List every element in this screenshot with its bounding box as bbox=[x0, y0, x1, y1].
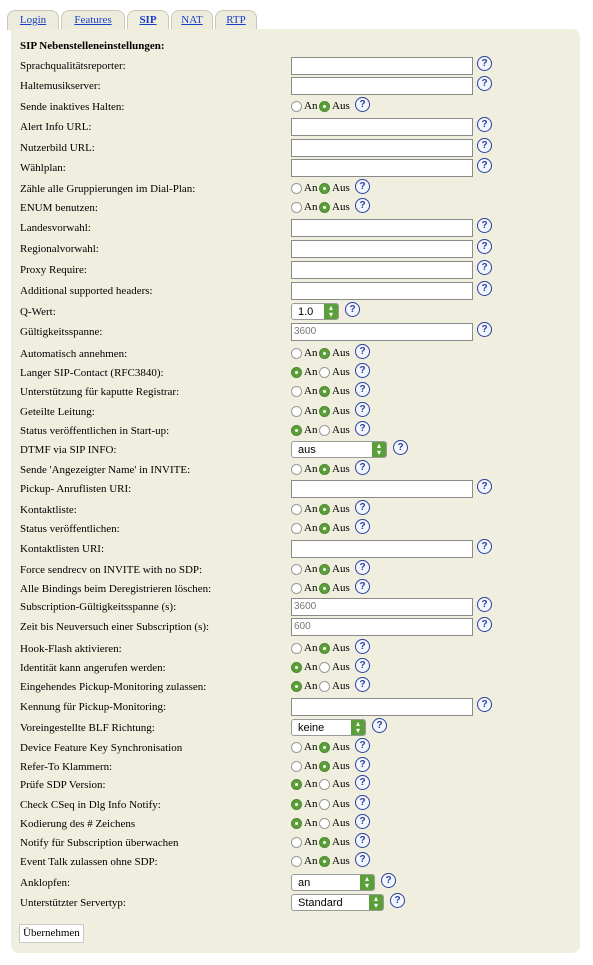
setting-row bbox=[20, 345, 580, 365]
setting-select[interactable] bbox=[291, 441, 387, 458]
setting-row bbox=[20, 659, 580, 679]
select-value: 1.0 bbox=[298, 306, 314, 318]
radio-off[interactable] bbox=[319, 662, 330, 673]
setting-label: Device Feature Key Synchronisation bbox=[20, 742, 183, 754]
setting-label: Automatisch annehmen: bbox=[20, 348, 128, 360]
setting-label: Notify für Subscription überwachen bbox=[20, 837, 179, 849]
radio-off-label: Aus bbox=[332, 836, 350, 848]
radio-on-label: An bbox=[304, 366, 318, 378]
setting-row bbox=[20, 383, 580, 403]
setting-row bbox=[20, 678, 580, 698]
setting-label: Subscription-Gültigkeitsspanne (s): bbox=[20, 601, 177, 613]
radio-on[interactable] bbox=[291, 183, 302, 194]
setting-label: Sprachqualitätsreporter: bbox=[20, 60, 126, 72]
setting-label: Unterstützter Servertyp: bbox=[20, 897, 126, 909]
radio-on-label: An bbox=[304, 563, 318, 575]
radio-on-label: An bbox=[304, 680, 318, 692]
help-icon[interactable]: ? bbox=[355, 639, 370, 654]
setting-text-input[interactable] bbox=[291, 139, 473, 157]
setting-label: Refer-To Klammern: bbox=[20, 761, 113, 773]
updown-arrow-icon: ▴ ▾ bbox=[324, 304, 338, 319]
updown-arrow-icon: ▴ ▾ bbox=[372, 442, 386, 457]
setting-select[interactable] bbox=[291, 303, 339, 320]
setting-text-input[interactable] bbox=[291, 698, 473, 716]
help-icon[interactable]: ? bbox=[355, 460, 370, 475]
radio-off-label: Aus bbox=[332, 347, 350, 359]
setting-row bbox=[20, 719, 580, 739]
radio-off-label: Aus bbox=[332, 201, 350, 213]
radio-off[interactable] bbox=[319, 681, 330, 692]
radio-off-label: Aus bbox=[332, 798, 350, 810]
setting-row bbox=[20, 796, 580, 816]
setting-label: Proxy Require: bbox=[20, 264, 87, 276]
help-icon[interactable]: ? bbox=[477, 158, 492, 173]
help-icon[interactable]: ? bbox=[355, 833, 370, 848]
radio-on[interactable] bbox=[291, 761, 302, 772]
setting-label: Q-Wert: bbox=[20, 306, 56, 318]
radio-off-label: Aus bbox=[332, 741, 350, 753]
setting-row bbox=[20, 180, 580, 200]
setting-label: Regionalvorwahl: bbox=[20, 243, 99, 255]
setting-label: Pickup- Anruflisten URI: bbox=[20, 483, 132, 495]
radio-off-label: Aus bbox=[332, 522, 350, 534]
radio-on[interactable] bbox=[291, 386, 302, 397]
help-icon[interactable]: ? bbox=[355, 814, 370, 829]
radio-off-label: Aus bbox=[332, 182, 350, 194]
setting-text-input[interactable] bbox=[291, 159, 473, 177]
setting-text-input[interactable]: 3600 bbox=[291, 323, 473, 341]
radio-on[interactable] bbox=[291, 799, 302, 810]
setting-row bbox=[20, 282, 580, 302]
radio-on[interactable] bbox=[291, 523, 302, 534]
setting-row bbox=[20, 834, 580, 854]
radio-on-label: An bbox=[304, 405, 318, 417]
setting-row bbox=[20, 57, 580, 77]
radio-off[interactable] bbox=[319, 779, 330, 790]
radio-on-label: An bbox=[304, 798, 318, 810]
radio-on[interactable] bbox=[291, 742, 302, 753]
setting-label: Landesvorwahl: bbox=[20, 222, 91, 234]
radio-on[interactable] bbox=[291, 406, 302, 417]
tab-sip[interactable]: SIP bbox=[127, 10, 169, 30]
setting-row bbox=[20, 323, 580, 343]
setting-row bbox=[20, 894, 580, 914]
setting-label: Wählplan: bbox=[20, 162, 66, 174]
setting-label: Kodierung des # Zeichens bbox=[20, 818, 136, 830]
setting-label: Kontaktliste: bbox=[20, 504, 77, 516]
setting-row bbox=[20, 874, 580, 894]
help-icon[interactable]: ? bbox=[355, 775, 370, 790]
setting-label: Zeit bis Neuversuch einer Subscription (s): bbox=[20, 621, 210, 633]
radio-on[interactable] bbox=[291, 818, 302, 829]
radio-on[interactable] bbox=[291, 464, 302, 475]
help-icon[interactable]: ? bbox=[355, 658, 370, 673]
help-icon[interactable]: ? bbox=[355, 500, 370, 515]
setting-row bbox=[20, 139, 580, 159]
setting-text-input[interactable] bbox=[291, 540, 473, 558]
setting-text-input[interactable] bbox=[291, 219, 473, 237]
setting-text-input[interactable] bbox=[291, 240, 473, 258]
select-value: keine bbox=[298, 722, 325, 734]
radio-off[interactable] bbox=[319, 837, 330, 848]
radio-off[interactable] bbox=[319, 856, 330, 867]
radio-on-label: An bbox=[304, 836, 318, 848]
help-icon[interactable]: ? bbox=[355, 519, 370, 534]
setting-label: Alle Bindings beim Deregistrieren löschen: bbox=[20, 583, 212, 595]
setting-label: Geteilte Leitung: bbox=[20, 406, 95, 418]
radio-on[interactable] bbox=[291, 202, 302, 213]
setting-row bbox=[20, 240, 580, 260]
radio-off-label: Aus bbox=[332, 463, 350, 475]
radio-off[interactable] bbox=[319, 367, 330, 378]
radio-off-label: Aus bbox=[332, 817, 350, 829]
radio-off[interactable] bbox=[319, 799, 330, 810]
setting-row bbox=[20, 758, 580, 778]
help-icon[interactable]: ? bbox=[355, 344, 370, 359]
setting-select[interactable] bbox=[291, 894, 384, 911]
help-icon[interactable]: ? bbox=[477, 617, 492, 632]
help-icon[interactable]: ? bbox=[477, 539, 492, 554]
submit-button[interactable]: Übernehmen bbox=[19, 924, 84, 943]
tab-login[interactable]: Login bbox=[7, 10, 59, 30]
setting-label: Nutzerbild URL: bbox=[20, 142, 95, 154]
setting-row bbox=[20, 501, 580, 521]
help-icon[interactable]: ? bbox=[355, 677, 370, 692]
setting-label: Langer SIP-Contact (RFC3840): bbox=[20, 367, 164, 379]
help-icon[interactable]: ? bbox=[355, 852, 370, 867]
setting-label: Zähle alle Gruppierungen im Dial-Plan: bbox=[20, 183, 196, 195]
help-icon[interactable]: ? bbox=[355, 363, 370, 378]
radio-on-label: An bbox=[304, 503, 318, 515]
updown-arrow-icon: ▴ ▾ bbox=[351, 720, 365, 735]
help-icon[interactable]: ? bbox=[477, 239, 492, 254]
help-icon[interactable]: ? bbox=[355, 382, 370, 397]
radio-on-label: An bbox=[304, 463, 318, 475]
help-icon[interactable]: ? bbox=[393, 440, 408, 455]
setting-row bbox=[20, 441, 580, 461]
radio-on-label: An bbox=[304, 347, 318, 359]
radio-on[interactable] bbox=[291, 779, 302, 790]
radio-on-label: An bbox=[304, 522, 318, 534]
help-icon[interactable]: ? bbox=[381, 873, 396, 888]
setting-label: Kennung für Pickup-Monitoring: bbox=[20, 701, 167, 713]
setting-row bbox=[20, 219, 580, 239]
setting-label: Event Talk zulassen ohne SDP: bbox=[20, 856, 158, 868]
help-icon[interactable]: ? bbox=[477, 117, 492, 132]
radio-on-label: An bbox=[304, 778, 318, 790]
radio-off-label: Aus bbox=[332, 661, 350, 673]
setting-label: Identität kann angerufen werden: bbox=[20, 662, 166, 674]
radio-off-label: Aus bbox=[332, 563, 350, 575]
setting-row bbox=[20, 739, 580, 759]
select-value: Standard bbox=[298, 897, 343, 909]
radio-off[interactable] bbox=[319, 101, 330, 112]
radio-on[interactable] bbox=[291, 425, 302, 436]
help-icon[interactable]: ? bbox=[355, 579, 370, 594]
setting-row bbox=[20, 853, 580, 873]
setting-select[interactable] bbox=[291, 874, 375, 891]
help-icon[interactable]: ? bbox=[477, 697, 492, 712]
radio-off[interactable] bbox=[319, 818, 330, 829]
setting-label: Voreingestellte BLF Richtung: bbox=[20, 722, 155, 734]
help-icon[interactable]: ? bbox=[372, 718, 387, 733]
setting-label: Prüfe SDP Version: bbox=[20, 779, 106, 791]
radio-on[interactable] bbox=[291, 681, 302, 692]
setting-row bbox=[20, 698, 580, 718]
help-icon[interactable]: ? bbox=[345, 302, 360, 317]
setting-text-input[interactable]: 600 bbox=[291, 618, 473, 636]
radio-on-label: An bbox=[304, 182, 318, 194]
setting-label: Haltemusikserver: bbox=[20, 80, 101, 92]
radio-on-label: An bbox=[304, 582, 318, 594]
setting-label: Hook-Flash aktivieren: bbox=[20, 643, 122, 655]
setting-label: Status veröffentlichen: bbox=[20, 523, 120, 535]
radio-on-label: An bbox=[304, 100, 318, 112]
radio-on[interactable] bbox=[291, 583, 302, 594]
radio-off-label: Aus bbox=[332, 366, 350, 378]
setting-text-input[interactable] bbox=[291, 118, 473, 136]
help-icon[interactable]: ? bbox=[355, 795, 370, 810]
setting-label: Eingehendes Pickup-Monitoring zulassen: bbox=[20, 681, 207, 693]
help-icon[interactable]: ? bbox=[477, 138, 492, 153]
help-icon[interactable]: ? bbox=[355, 198, 370, 213]
setting-row bbox=[20, 520, 580, 540]
setting-row bbox=[20, 77, 580, 97]
radio-off-label: Aus bbox=[332, 405, 350, 417]
help-icon[interactable]: ? bbox=[477, 281, 492, 296]
radio-off[interactable] bbox=[319, 386, 330, 397]
select-value: aus bbox=[298, 444, 316, 456]
setting-row bbox=[20, 303, 580, 323]
radio-off[interactable] bbox=[319, 643, 330, 654]
setting-label: Unterstützung für kaputte Registrar: bbox=[20, 386, 180, 398]
setting-label: Alert Info URL: bbox=[20, 121, 92, 133]
setting-row bbox=[20, 461, 580, 481]
setting-label: Sende 'Angezeigter Name' in INVITE: bbox=[20, 464, 191, 476]
radio-on[interactable] bbox=[291, 856, 302, 867]
radio-on-label: An bbox=[304, 760, 318, 772]
radio-off-label: Aus bbox=[332, 503, 350, 515]
radio-on[interactable] bbox=[291, 662, 302, 673]
setting-label: DTMF via SIP INFO: bbox=[20, 444, 117, 456]
setting-row bbox=[20, 98, 580, 118]
setting-label: Check CSeq in Dlg Info Notify: bbox=[20, 799, 161, 811]
radio-on[interactable] bbox=[291, 643, 302, 654]
setting-label: Additional supported headers: bbox=[20, 285, 153, 297]
radio-off-label: Aus bbox=[332, 582, 350, 594]
setting-row bbox=[20, 159, 580, 179]
radio-on[interactable] bbox=[291, 367, 302, 378]
radio-off-label: Aus bbox=[332, 424, 350, 436]
setting-text-input[interactable] bbox=[291, 57, 473, 75]
setting-row bbox=[20, 540, 580, 560]
radio-off[interactable] bbox=[319, 425, 330, 436]
setting-label: Anklopfen: bbox=[20, 877, 71, 889]
updown-arrow-icon: ▴ ▾ bbox=[360, 875, 374, 890]
setting-text-input[interactable] bbox=[291, 261, 473, 279]
radio-on-label: An bbox=[304, 855, 318, 867]
setting-row bbox=[20, 640, 580, 660]
radio-off[interactable] bbox=[319, 761, 330, 772]
help-icon[interactable]: ? bbox=[477, 597, 492, 612]
radio-off-label: Aus bbox=[332, 760, 350, 772]
help-icon[interactable]: ? bbox=[355, 757, 370, 772]
radio-off-label: Aus bbox=[332, 680, 350, 692]
setting-row bbox=[20, 598, 580, 618]
help-icon[interactable]: ? bbox=[355, 421, 370, 436]
radio-on-label: An bbox=[304, 424, 318, 436]
setting-row bbox=[20, 815, 580, 835]
radio-off[interactable] bbox=[319, 464, 330, 475]
help-icon[interactable]: ? bbox=[477, 56, 492, 71]
radio-off-label: Aus bbox=[332, 642, 350, 654]
radio-off[interactable] bbox=[319, 523, 330, 534]
help-icon[interactable]: ? bbox=[355, 560, 370, 575]
help-icon[interactable]: ? bbox=[477, 260, 492, 275]
setting-text-input[interactable] bbox=[291, 77, 473, 95]
radio-off[interactable] bbox=[319, 583, 330, 594]
help-icon[interactable]: ? bbox=[355, 402, 370, 417]
setting-row bbox=[20, 199, 580, 219]
help-icon[interactable]: ? bbox=[355, 97, 370, 112]
tab-rtp[interactable]: RTP bbox=[215, 10, 257, 30]
radio-on-label: An bbox=[304, 661, 318, 673]
setting-row bbox=[20, 480, 580, 500]
help-icon[interactable]: ? bbox=[477, 76, 492, 91]
help-icon[interactable]: ? bbox=[477, 218, 492, 233]
help-icon[interactable]: ? bbox=[355, 179, 370, 194]
setting-label: Status veröffentlichen in Start-up: bbox=[20, 425, 170, 437]
setting-label: Force sendrecv on INVITE with no SDP: bbox=[20, 564, 203, 576]
radio-off[interactable] bbox=[319, 406, 330, 417]
radio-off[interactable] bbox=[319, 183, 330, 194]
radio-on[interactable] bbox=[291, 837, 302, 848]
radio-on[interactable] bbox=[291, 564, 302, 575]
setting-label: Gültigkeitsspanne: bbox=[20, 326, 103, 338]
setting-select[interactable] bbox=[291, 719, 366, 736]
radio-off-label: Aus bbox=[332, 855, 350, 867]
tab-nat[interactable]: NAT bbox=[171, 10, 213, 30]
radio-off-label: Aus bbox=[332, 100, 350, 112]
setting-row bbox=[20, 364, 580, 384]
radio-on-label: An bbox=[304, 642, 318, 654]
setting-text-input[interactable] bbox=[291, 480, 473, 498]
setting-row bbox=[20, 422, 580, 442]
radio-on-label: An bbox=[304, 201, 318, 213]
help-icon[interactable]: ? bbox=[477, 322, 492, 337]
setting-row bbox=[20, 403, 580, 423]
updown-arrow-icon: ▴ ▾ bbox=[369, 895, 383, 910]
setting-label: Sende inaktives Halten: bbox=[20, 101, 125, 113]
radio-on-label: An bbox=[304, 817, 318, 829]
setting-label: ENUM benutzen: bbox=[20, 202, 98, 214]
radio-on[interactable] bbox=[291, 348, 302, 359]
setting-row bbox=[20, 261, 580, 281]
setting-row bbox=[20, 618, 580, 638]
setting-label: Kontaktlisten URI: bbox=[20, 543, 105, 555]
radio-off[interactable] bbox=[319, 504, 330, 515]
radio-on[interactable] bbox=[291, 101, 302, 112]
setting-text-input[interactable]: 3600 bbox=[291, 598, 473, 616]
help-icon[interactable]: ? bbox=[355, 738, 370, 753]
tab-features[interactable]: Features bbox=[61, 10, 125, 30]
radio-off[interactable] bbox=[319, 742, 330, 753]
radio-on-label: An bbox=[304, 385, 318, 397]
help-icon[interactable]: ? bbox=[390, 893, 405, 908]
setting-row bbox=[20, 580, 580, 600]
radio-off[interactable] bbox=[319, 348, 330, 359]
section-title: SIP Nebenstelleneinstellungen: bbox=[20, 40, 165, 52]
setting-row bbox=[20, 776, 580, 796]
help-icon[interactable]: ? bbox=[477, 479, 492, 494]
radio-off-label: Aus bbox=[332, 778, 350, 790]
radio-off-label: Aus bbox=[332, 385, 350, 397]
radio-on[interactable] bbox=[291, 504, 302, 515]
setting-row bbox=[20, 118, 580, 138]
radio-off[interactable] bbox=[319, 202, 330, 213]
radio-off[interactable] bbox=[319, 564, 330, 575]
select-value: an bbox=[298, 877, 311, 889]
radio-on-label: An bbox=[304, 741, 318, 753]
setting-row bbox=[20, 561, 580, 581]
setting-text-input[interactable] bbox=[291, 282, 473, 300]
